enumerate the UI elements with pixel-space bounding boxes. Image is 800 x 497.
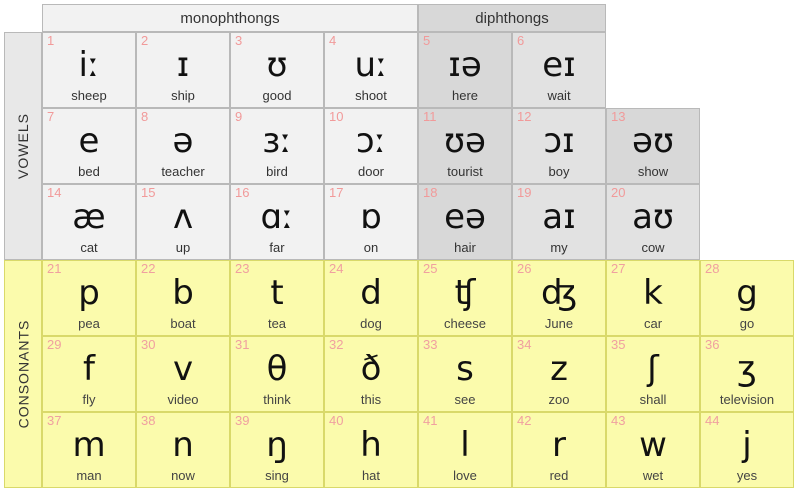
phoneme-symbol: n bbox=[172, 425, 194, 465]
phoneme-example-word: boat bbox=[170, 316, 196, 331]
phoneme-example-word: my bbox=[550, 240, 568, 255]
phoneme-example-word: on bbox=[363, 240, 379, 255]
phoneme-number: 42 bbox=[517, 413, 532, 428]
side-label-vowels bbox=[4, 32, 42, 260]
phoneme-cell[interactable] bbox=[136, 32, 230, 108]
phoneme-cell[interactable] bbox=[230, 108, 324, 184]
phoneme-cell[interactable] bbox=[512, 108, 606, 184]
phoneme-cell[interactable] bbox=[42, 412, 136, 488]
phoneme-example-word: television bbox=[719, 392, 775, 407]
phoneme-cell[interactable] bbox=[512, 32, 606, 108]
phoneme-cell[interactable] bbox=[324, 336, 418, 412]
phoneme-example-word: video bbox=[167, 392, 199, 407]
phoneme-cell[interactable] bbox=[230, 260, 324, 336]
phoneme-example-word: car bbox=[643, 316, 663, 331]
side-label-consonants-text: CONSONANTS bbox=[15, 319, 32, 429]
phoneme-number: 34 bbox=[517, 337, 532, 352]
phoneme-cell[interactable] bbox=[324, 260, 418, 336]
side-label-vowels-text: VOWELS bbox=[15, 113, 31, 179]
phoneme-number: 33 bbox=[423, 337, 438, 352]
phoneme-example-word: fly bbox=[82, 392, 96, 407]
phoneme-symbol: ð bbox=[360, 349, 382, 389]
phoneme-cell[interactable] bbox=[700, 412, 794, 488]
phoneme-symbol: e bbox=[78, 121, 100, 161]
phoneme-number: 32 bbox=[329, 337, 344, 352]
phoneme-example-word: cat bbox=[80, 240, 98, 255]
phoneme-number: 26 bbox=[517, 261, 532, 276]
phoneme-example-word: ship bbox=[171, 88, 195, 103]
phoneme-symbol: eɪ bbox=[542, 45, 576, 85]
phoneme-symbol: r bbox=[552, 425, 566, 465]
phoneme-symbol: ɒ bbox=[360, 197, 382, 237]
phoneme-example-word: up bbox=[175, 240, 191, 255]
phoneme-example-word: cheese bbox=[444, 316, 486, 331]
phoneme-number: 4 bbox=[329, 33, 337, 48]
phoneme-cell[interactable] bbox=[606, 412, 700, 488]
phoneme-number: 16 bbox=[235, 185, 250, 200]
phoneme-symbol: uː bbox=[354, 45, 388, 85]
phoneme-cell[interactable] bbox=[418, 260, 512, 336]
phoneme-symbol: ʧ bbox=[454, 273, 476, 313]
phoneme-example-word: sheep bbox=[71, 88, 107, 103]
phoneme-example-word: yes bbox=[736, 468, 758, 483]
phoneme-number: 24 bbox=[329, 261, 344, 276]
phoneme-example-word: shall bbox=[639, 392, 667, 407]
phoneme-symbol: h bbox=[360, 425, 382, 465]
phoneme-symbol: iː bbox=[78, 45, 100, 85]
phoneme-number: 44 bbox=[705, 413, 720, 428]
phoneme-cell[interactable] bbox=[136, 184, 230, 260]
phoneme-symbol: ɪə bbox=[448, 45, 482, 85]
phoneme-number: 36 bbox=[705, 337, 720, 352]
phoneme-example-word: bird bbox=[266, 164, 288, 179]
phoneme-number: 7 bbox=[47, 109, 55, 124]
phoneme-number: 39 bbox=[235, 413, 250, 428]
phoneme-symbol: ɜː bbox=[262, 121, 292, 161]
phoneme-number: 21 bbox=[47, 261, 62, 276]
phoneme-example-word: dog bbox=[360, 316, 382, 331]
phoneme-number: 37 bbox=[47, 413, 62, 428]
phoneme-number: 8 bbox=[141, 109, 149, 124]
phoneme-cell[interactable] bbox=[606, 336, 700, 412]
phoneme-example-word: shoot bbox=[355, 88, 387, 103]
phoneme-number: 23 bbox=[235, 261, 250, 276]
phoneme-symbol: ɔː bbox=[355, 121, 387, 161]
phoneme-cell[interactable] bbox=[230, 336, 324, 412]
phoneme-symbol: əʊ bbox=[632, 121, 674, 161]
phoneme-symbol: v bbox=[172, 349, 194, 389]
phoneme-example-word: hat bbox=[361, 468, 381, 483]
phoneme-example-word: love bbox=[453, 468, 477, 483]
phoneme-example-word: man bbox=[76, 468, 102, 483]
phoneme-cell[interactable] bbox=[42, 184, 136, 260]
phoneme-number: 27 bbox=[611, 261, 626, 276]
phoneme-symbol: f bbox=[83, 349, 95, 389]
phoneme-number: 43 bbox=[611, 413, 626, 428]
phoneme-number: 15 bbox=[141, 185, 156, 200]
phoneme-number: 12 bbox=[517, 109, 532, 124]
phoneme-symbol: ʤ bbox=[541, 273, 577, 313]
phoneme-example-word: bed bbox=[78, 164, 100, 179]
phoneme-symbol: ɪ bbox=[176, 45, 190, 85]
phoneme-number: 19 bbox=[517, 185, 532, 200]
phoneme-example-word: far bbox=[269, 240, 285, 255]
phoneme-cell[interactable] bbox=[324, 108, 418, 184]
phoneme-symbol: ŋ bbox=[266, 425, 288, 465]
side-label-consonants bbox=[4, 260, 42, 488]
phoneme-number: 10 bbox=[329, 109, 344, 124]
phoneme-symbol: ʌ bbox=[172, 197, 194, 237]
phoneme-symbol: b bbox=[172, 273, 194, 313]
phoneme-cell[interactable] bbox=[418, 32, 512, 108]
phoneme-cell[interactable] bbox=[42, 336, 136, 412]
phoneme-cell[interactable] bbox=[418, 184, 512, 260]
phoneme-example-word: tea bbox=[267, 316, 287, 331]
phoneme-symbol: ɑː bbox=[260, 197, 294, 237]
phoneme-symbol: t bbox=[270, 273, 284, 313]
phoneme-example-word: wait bbox=[547, 88, 571, 103]
phoneme-symbol: l bbox=[460, 425, 470, 465]
phoneme-example-word: June bbox=[544, 316, 574, 331]
phoneme-number: 5 bbox=[423, 33, 431, 48]
phoneme-cell[interactable] bbox=[700, 336, 794, 412]
phoneme-symbol: s bbox=[456, 349, 474, 389]
phoneme-symbol: æ bbox=[72, 197, 106, 237]
phoneme-cell[interactable] bbox=[136, 336, 230, 412]
phoneme-cell[interactable] bbox=[606, 260, 700, 336]
phoneme-symbol: ʃ bbox=[647, 349, 659, 389]
phoneme-cell[interactable] bbox=[418, 336, 512, 412]
phoneme-number: 11 bbox=[423, 109, 437, 124]
phoneme-number: 20 bbox=[611, 185, 626, 200]
phoneme-cell[interactable] bbox=[136, 260, 230, 336]
phoneme-number: 29 bbox=[47, 337, 62, 352]
phoneme-number: 35 bbox=[611, 337, 626, 352]
phoneme-number: 38 bbox=[141, 413, 156, 428]
phoneme-example-word: this bbox=[360, 392, 382, 407]
phoneme-example-word: go bbox=[739, 316, 755, 331]
phoneme-symbol: p bbox=[78, 273, 100, 313]
phoneme-number: 40 bbox=[329, 413, 344, 428]
phoneme-example-word: sing bbox=[265, 468, 289, 483]
phoneme-number: 30 bbox=[141, 337, 156, 352]
phoneme-cell[interactable] bbox=[324, 412, 418, 488]
phoneme-number: 6 bbox=[517, 33, 525, 48]
phoneme-cell[interactable] bbox=[418, 412, 512, 488]
phoneme-cell[interactable] bbox=[230, 184, 324, 260]
phoneme-symbol: ʊə bbox=[444, 121, 486, 161]
phoneme-number: 22 bbox=[141, 261, 156, 276]
phoneme-number: 1 bbox=[47, 33, 55, 48]
phoneme-example-word: now bbox=[171, 468, 195, 483]
phoneme-symbol: z bbox=[550, 349, 568, 389]
phoneme-cell[interactable] bbox=[42, 32, 136, 108]
phoneme-example-word: red bbox=[549, 468, 569, 483]
phoneme-example-word: good bbox=[262, 88, 292, 103]
phoneme-symbol: d bbox=[360, 273, 382, 313]
phoneme-symbol: j bbox=[742, 425, 752, 465]
phoneme-cell[interactable] bbox=[230, 412, 324, 488]
phoneme-example-word: boy bbox=[548, 164, 570, 179]
phoneme-cell[interactable] bbox=[42, 108, 136, 184]
phoneme-symbol: g bbox=[736, 273, 758, 313]
phoneme-cell[interactable] bbox=[512, 260, 606, 336]
phoneme-number: 31 bbox=[235, 337, 250, 352]
phoneme-number: 2 bbox=[141, 33, 149, 48]
phoneme-symbol: ʊ bbox=[266, 45, 288, 85]
phoneme-example-word: show bbox=[637, 164, 669, 179]
phoneme-cell[interactable] bbox=[512, 336, 606, 412]
phoneme-symbol: k bbox=[643, 273, 663, 313]
phoneme-number: 25 bbox=[423, 261, 438, 276]
phoneme-cell[interactable] bbox=[230, 32, 324, 108]
phoneme-cell[interactable] bbox=[700, 260, 794, 336]
phoneme-example-word: pea bbox=[78, 316, 100, 331]
header-monophthongs: monophthongs bbox=[42, 4, 418, 32]
phoneme-example-word: cow bbox=[641, 240, 665, 255]
phoneme-number: 3 bbox=[235, 33, 243, 48]
phoneme-cell[interactable] bbox=[606, 108, 700, 184]
phoneme-number: 17 bbox=[329, 185, 344, 200]
phoneme-example-word: see bbox=[454, 392, 476, 407]
phoneme-symbol: aɪ bbox=[542, 197, 576, 237]
phoneme-number: 14 bbox=[47, 185, 62, 200]
phoneme-cell[interactable] bbox=[512, 412, 606, 488]
phoneme-number: 18 bbox=[423, 185, 438, 200]
phoneme-cell[interactable] bbox=[136, 108, 230, 184]
phoneme-cell[interactable] bbox=[324, 184, 418, 260]
header-diphthongs: diphthongs bbox=[418, 4, 606, 32]
phoneme-example-word: wet bbox=[642, 468, 664, 483]
phoneme-cell[interactable] bbox=[606, 184, 700, 260]
phoneme-number: 41 bbox=[423, 413, 438, 428]
phoneme-symbol: θ bbox=[266, 349, 288, 389]
phoneme-symbol: w bbox=[639, 425, 667, 465]
phoneme-number: 13 bbox=[611, 109, 626, 124]
phoneme-example-word: door bbox=[357, 164, 385, 179]
phoneme-number: 28 bbox=[705, 261, 720, 276]
phoneme-symbol: m bbox=[72, 425, 106, 465]
phoneme-number: 9 bbox=[235, 109, 243, 124]
phoneme-cell[interactable] bbox=[418, 108, 512, 184]
phoneme-cell[interactable] bbox=[512, 184, 606, 260]
phoneme-cell[interactable] bbox=[136, 412, 230, 488]
phoneme-example-word: zoo bbox=[548, 392, 570, 407]
phoneme-example-word: tourist bbox=[447, 164, 483, 179]
phoneme-symbol: ʒ bbox=[737, 349, 757, 389]
phoneme-symbol: aʊ bbox=[632, 197, 674, 237]
phoneme-symbol: ə bbox=[172, 121, 194, 161]
phoneme-symbol: ɔɪ bbox=[543, 121, 575, 161]
phoneme-cell[interactable] bbox=[324, 32, 418, 108]
phoneme-symbol: eə bbox=[444, 197, 486, 237]
phoneme-example-word: think bbox=[263, 392, 291, 407]
phoneme-cell[interactable] bbox=[42, 260, 136, 336]
phoneme-example-word: hair bbox=[454, 240, 476, 255]
phoneme-example-word: here bbox=[451, 88, 479, 103]
phoneme-example-word: teacher bbox=[161, 164, 205, 179]
